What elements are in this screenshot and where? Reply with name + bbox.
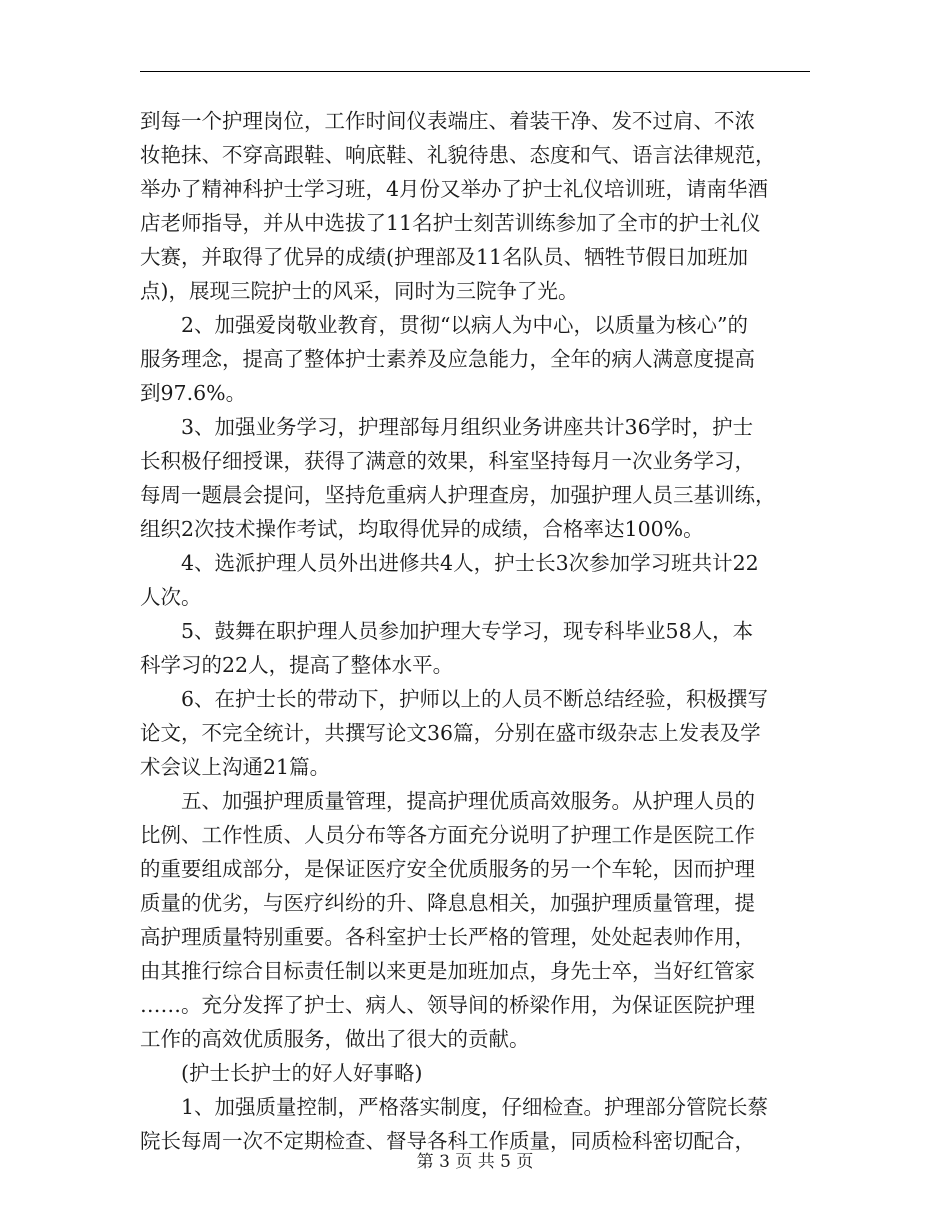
text-line: 点)，展现三院护士的风采，同时为三院争了光。 [140,279,579,303]
text-line: 举办了精神科护士学习班，4月份又举办了护士礼仪培训班，请南华酒 [140,177,769,201]
text-line: 到97.6%。 [140,381,247,405]
text-line: 大赛，并取得了优异的成绩(护理部及11名队员、牺牲节假日加班加 [140,245,749,269]
text-line: 院长每周一次不定期检查、督导各科工作质量，同质检科密切配合， [140,1129,755,1153]
text-line: 比例、工作性质、人员分布等各方面充分说明了护理工作是医院工作 [140,823,755,847]
text-line: 5、鼓舞在职护理人员参加护理大专学习，现专科毕业58人，本 [140,619,754,643]
text-line: (护士长护士的好人好事略) [140,1061,423,1085]
page-footer: 第 3 页 共 5 页 [416,1152,534,1172]
text-line: 1、加强质量控制，严格落实制度，仔细检查。护理部分管院长蔡 [140,1095,769,1119]
text-line: 4、选派护理人员外出进修共4人，护士长3次参加学习班共计22 [140,551,759,575]
text-line: 组织2次技术操作考试，均取得优异的成绩，合格率达100%。 [140,517,704,541]
text-line: 质量的优劣，与医疗纠纷的升、降息息相关，加强护理质量管理，提 [140,891,755,915]
text-line: 6、在护士长的带动下，护师以上的人员不断总结经验，积极撰写 [140,687,769,711]
document-body [140,104,812,1158]
text-line: 妆艳抹、不穿高跟鞋、响底鞋、礼貌待患、态度和气、语言法律规范， [140,143,776,167]
header-rule [140,71,810,72]
text-line: 2、加强爱岗敬业教育，贯彻“以病人为中心，以质量为核心”的 [140,313,749,337]
text-line: 每周一题晨会提问，坚持危重病人护理查房，加强护理人员三基训练， [140,483,776,507]
text-line: 五、加强护理质量管理，提高护理优质高效服务。从护理人员的 [140,789,755,813]
text-line: 工作的高效优质服务，做出了很大的贡献。 [140,1027,530,1051]
text-line: 的重要组成部分，是保证医疗安全优质服务的另一个车轮，因而护理 [140,857,755,881]
text-line: 高护理质量特别重要。各科室护士长严格的管理，处处起表帅作用， [140,925,755,949]
text-line: 科学习的22人，提高了整体水平。 [140,653,454,677]
text-line: 由其推行综合目标责任制以来更是加班加点，身先士卒，当好红管家 [140,959,755,983]
text-line: 3、加强业务学习，护理部每月组织业务讲座共计36学时，护士 [140,415,754,439]
text-line: 术会议上沟通21篇。 [140,755,331,779]
text-line: 服务理念，提高了整体护士素养及应急能力，全年的病人满意度提高 [140,347,755,371]
text-line: 人次。 [140,585,202,609]
text-line: 论文，不完全统计，共撰写论文36篇，分别在盛市级杂志上发表及学 [140,721,761,745]
text-line: ……。充分发挥了护士、病人、领导间的桥梁作用，为保证医院护理 [140,993,755,1017]
text-line: 长积极仔细授课，获得了满意的效果，科室坚持每月一次业务学习， [140,449,755,473]
text-line: 到每一个护理岗位，工作时间仪表端庄、着装干净、发不过肩、不浓 [140,109,755,133]
text-line: 店老师指导，并从中选拔了11名护士刻苦训练参加了全市的护士礼仪 [140,211,761,235]
